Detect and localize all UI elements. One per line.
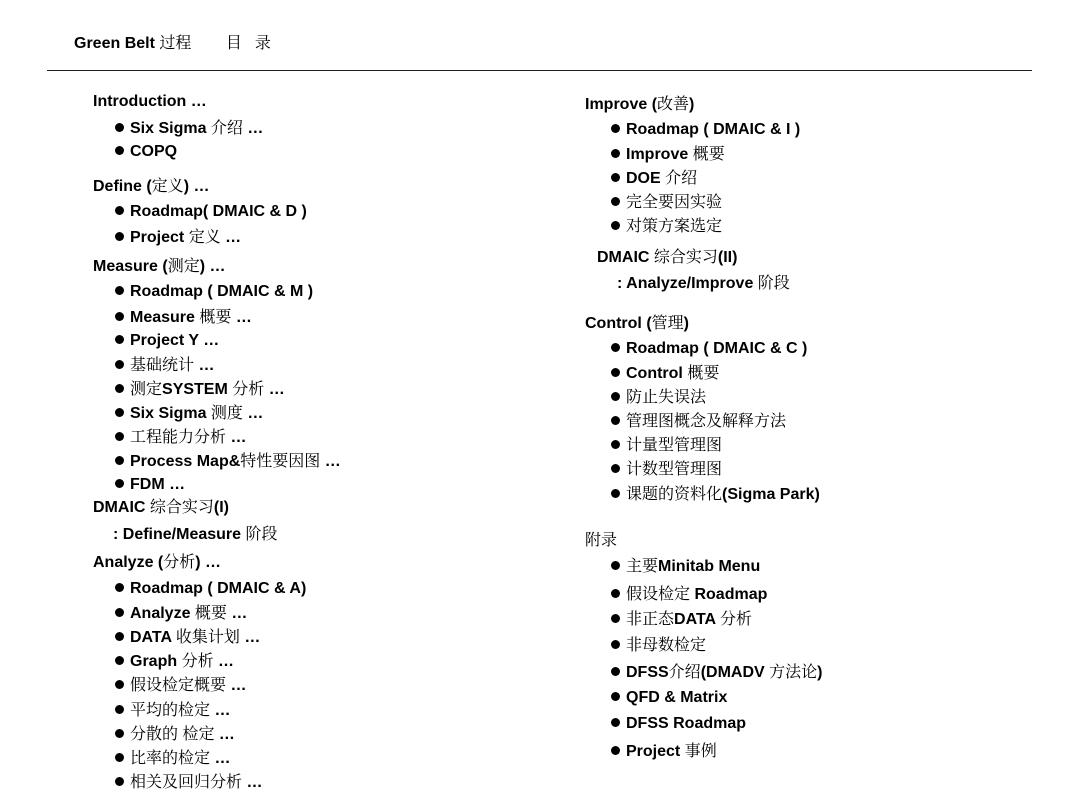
toc-section-heading xyxy=(93,92,207,112)
toc-section-heading xyxy=(585,313,689,334)
bullet-icon xyxy=(115,384,124,393)
toc-item xyxy=(611,192,722,213)
bullet-icon xyxy=(611,589,620,598)
toc-section-heading xyxy=(113,524,278,545)
toc-item-label: 工程能力分析 … xyxy=(130,427,247,446)
toc-item-label: Measure (测定) … xyxy=(93,256,226,275)
bullet-icon xyxy=(611,746,620,755)
toc-item-label: Improve (改善) xyxy=(585,94,695,113)
bullet-icon xyxy=(115,408,124,417)
toc-item xyxy=(115,451,341,472)
bullet-icon xyxy=(611,561,620,570)
toc-item-label: DOE 介绍 xyxy=(626,168,698,187)
toc-item-label: Roadmap ( DMAIC & M ) xyxy=(130,283,314,300)
bullet-icon xyxy=(115,583,124,592)
toc-item xyxy=(115,772,262,793)
toc-section-heading xyxy=(93,552,221,573)
toc-heading: 目 录 xyxy=(225,33,275,52)
bullet-icon xyxy=(611,124,620,133)
toc-item-label: 基础统计 … xyxy=(130,355,215,374)
toc-item xyxy=(115,282,313,302)
toc-item-label: Control 概要 xyxy=(626,363,720,382)
bullet-icon xyxy=(611,221,620,230)
toc-item xyxy=(115,724,235,745)
toc-section-heading xyxy=(93,256,226,277)
toc-item-label: 计量型管理图 xyxy=(626,435,723,454)
bullet-icon xyxy=(115,432,124,441)
bullet-icon xyxy=(115,777,124,786)
bullet-icon xyxy=(115,753,124,762)
bullet-icon xyxy=(611,416,620,425)
toc-item-label: 计数型管理图 xyxy=(626,459,723,478)
toc-item-label: Roadmap ( DMAIC & A) xyxy=(130,580,307,597)
toc-section-heading xyxy=(585,530,617,551)
toc-item-label: 测定SYSTEM 分析 … xyxy=(130,379,285,398)
toc-item xyxy=(611,556,760,577)
bullet-icon xyxy=(115,360,124,369)
toc-item-label: 附录 xyxy=(585,530,618,549)
toc-item-label: Analyze 概要 … xyxy=(130,603,248,622)
bullet-icon xyxy=(115,680,124,689)
toc-item xyxy=(611,411,786,432)
toc-item-label: DFSS介绍(DMADV 方法论) xyxy=(626,662,823,681)
toc-item-label: 防止失误法 xyxy=(626,387,707,406)
toc-item xyxy=(115,651,234,672)
toc-item-label: FDM … xyxy=(130,476,186,493)
bullet-icon xyxy=(611,640,620,649)
toc-item-label: 非母数检定 xyxy=(626,635,707,654)
toc-item xyxy=(115,475,185,495)
toc-item-label: : Define/Measure 阶段 xyxy=(113,524,278,543)
toc-item-label: DFSS Roadmap xyxy=(626,715,747,732)
toc-item-label: Project Y … xyxy=(130,332,220,349)
bullet-icon xyxy=(115,146,124,155)
toc-item-label: 假设检定 Roadmap xyxy=(626,584,768,603)
bullet-icon xyxy=(115,479,124,488)
toc-item xyxy=(115,700,230,721)
toc-item xyxy=(115,748,230,769)
toc-item xyxy=(611,168,697,189)
bullet-icon xyxy=(611,667,620,676)
toc-item-label: 假设检定概要 … xyxy=(130,675,247,694)
toc-item xyxy=(115,227,241,248)
toc-section-heading xyxy=(585,94,694,115)
bullet-icon xyxy=(115,206,124,215)
toc-item-label: COPQ xyxy=(130,143,178,160)
toc-item-label: QFD & Matrix xyxy=(626,689,728,706)
bullet-icon xyxy=(115,335,124,344)
toc-item xyxy=(115,379,285,400)
toc-item xyxy=(611,714,746,734)
toc-item-label: : Analyze/Improve 阶段 xyxy=(617,273,790,292)
toc-item-label: 对策方案选定 xyxy=(626,216,723,235)
toc-item xyxy=(611,363,719,384)
toc-item-label: 管理图概念及解释方法 xyxy=(626,411,787,430)
toc-item xyxy=(611,216,722,237)
bullet-icon xyxy=(611,464,620,473)
toc-item-label: Improve 概要 xyxy=(626,144,725,163)
toc-item xyxy=(115,331,219,351)
toc-section-heading xyxy=(597,247,737,268)
toc-item xyxy=(611,635,706,656)
toc-item-label: Process Map&特性要因图 … xyxy=(130,451,341,470)
bullet-icon xyxy=(611,489,620,498)
toc-item xyxy=(115,627,260,648)
toc-item-label: 平均的检定 … xyxy=(130,700,231,719)
toc-item xyxy=(611,435,722,456)
bullet-icon xyxy=(115,286,124,295)
toc-item xyxy=(115,202,307,222)
toc-section-heading xyxy=(93,497,229,518)
toc-item-label: Roadmap ( DMAIC & I ) xyxy=(626,121,801,138)
toc-item-label: Define (定义) … xyxy=(93,176,210,195)
bullet-icon xyxy=(611,368,620,377)
toc-item-label: 比率的检定 … xyxy=(130,748,231,767)
bullet-icon xyxy=(611,440,620,449)
toc-item-label: Project 定义 … xyxy=(130,227,242,246)
toc-item xyxy=(115,142,177,162)
toc-item xyxy=(115,579,306,599)
toc-item xyxy=(115,603,247,624)
bullet-icon xyxy=(115,312,124,321)
toc-item xyxy=(611,459,722,480)
toc-item xyxy=(115,118,263,139)
bullet-icon xyxy=(115,123,124,132)
toc-item-label: Roadmap ( DMAIC & C ) xyxy=(626,340,808,357)
toc-item xyxy=(611,484,820,505)
toc-item xyxy=(115,307,252,328)
toc-section-heading xyxy=(93,176,209,197)
toc-item xyxy=(115,355,214,376)
bullet-icon xyxy=(115,232,124,241)
bullet-icon xyxy=(115,456,124,465)
toc-item xyxy=(115,427,246,448)
toc-item-label: Roadmap( DMAIC & D ) xyxy=(130,203,307,220)
toc-item xyxy=(611,741,717,762)
toc-item-label: 非正态DATA 分析 xyxy=(626,609,752,628)
bullet-icon xyxy=(115,608,124,617)
bullet-icon xyxy=(611,392,620,401)
toc-item xyxy=(611,339,807,359)
toc-item-label: Graph 分析 … xyxy=(130,651,235,670)
bullet-icon xyxy=(611,197,620,206)
toc-item xyxy=(611,120,800,140)
toc-item xyxy=(611,609,752,630)
toc-item xyxy=(611,662,822,683)
header-title: Green Belt xyxy=(74,35,155,52)
toc-item xyxy=(115,675,246,696)
toc-item xyxy=(611,387,706,408)
toc-item-label: Project 事例 xyxy=(626,741,717,760)
bullet-icon xyxy=(611,173,620,182)
toc-section-heading xyxy=(617,273,790,294)
document-header xyxy=(74,30,275,53)
bullet-icon xyxy=(115,729,124,738)
toc-item-label: Six Sigma 介绍 … xyxy=(130,118,264,137)
toc-item-label: Control (管理) xyxy=(585,313,689,332)
bullet-icon xyxy=(115,632,124,641)
toc-item-label: 主要Minitab Menu xyxy=(626,556,761,575)
header-divider xyxy=(47,70,1032,71)
toc-item-label: Introduction … xyxy=(93,93,207,110)
toc-item-label: 分散的 检定 … xyxy=(130,724,235,743)
bullet-icon xyxy=(611,718,620,727)
bullet-icon xyxy=(115,705,124,714)
bullet-icon xyxy=(611,692,620,701)
toc-item xyxy=(115,403,263,424)
toc-item xyxy=(611,584,767,605)
bullet-icon xyxy=(611,343,620,352)
toc-item xyxy=(611,688,727,708)
toc-item-label: 相关及回归分析 … xyxy=(130,772,263,791)
toc-item-label: DATA 收集计划 … xyxy=(130,627,261,646)
bullet-icon xyxy=(115,656,124,665)
toc-item-label: 完全要因实验 xyxy=(626,192,723,211)
toc-item-label: DMAIC 综合实习(I) xyxy=(93,497,230,516)
toc-item-label: DMAIC 综合实习(II) xyxy=(597,247,738,266)
toc-item xyxy=(611,144,725,165)
bullet-icon xyxy=(611,149,620,158)
toc-item-label: 课题的资料化(Sigma Park) xyxy=(626,484,820,503)
bullet-icon xyxy=(611,614,620,623)
header-title-cn: 过程 xyxy=(159,33,192,52)
toc-item-label: Six Sigma 测度 … xyxy=(130,403,264,422)
toc-item-label: Measure 概要 … xyxy=(130,307,252,326)
toc-item-label: Analyze (分析) … xyxy=(93,552,222,571)
